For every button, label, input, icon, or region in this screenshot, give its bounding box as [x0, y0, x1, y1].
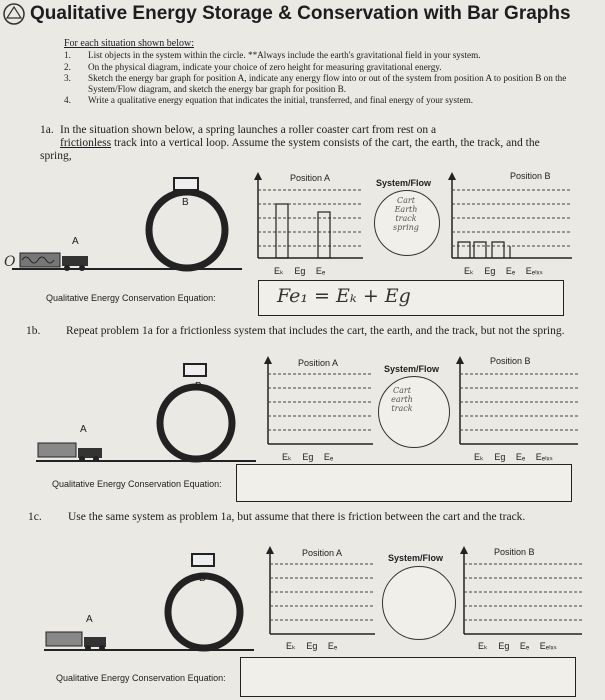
equation-box-1a[interactable] — [258, 280, 564, 316]
bar-graph-position-b-1b — [460, 356, 585, 448]
point-a-label: A — [86, 614, 93, 625]
instructions-heading: For each situation shown below: — [64, 38, 194, 49]
point-b-label: B — [199, 573, 206, 584]
zero-height-marker: O — [4, 254, 16, 270]
axis-labels-b-1c: Eₖ Eɡ Eₑ Eₑₗₓₛ — [478, 641, 557, 651]
point-a-label: A — [80, 424, 87, 435]
system-contents-1b: Cart earth track — [391, 386, 413, 413]
point-b-label: B — [182, 197, 189, 208]
equation-label-1c: Qualitative Energy Conservation Equation: — [56, 673, 226, 683]
point-b-label: B — [195, 381, 202, 392]
axis-labels-a-1a: Eₖ Eɡ Eₑ — [274, 266, 326, 276]
point-a-label: A — [72, 236, 79, 247]
equation-box-1b[interactable] — [236, 464, 572, 502]
axis-labels-a-1c: Eₖ Eɡ Eₑ — [286, 641, 338, 651]
position-a-label: Position A — [298, 358, 339, 368]
instruction-item: 1. List objects in the system within the circle. **Always include the earth's gravitational field in your system. — [64, 50, 481, 60]
axis-labels-b-1b: Eₖ Eɡ Eₑ Eₑₗₓₛ — [474, 452, 553, 462]
problem-1b-text: 1b. Repeat problem 1a for a frictionless system that includes the cart, the earth, and the track, but not the spring. — [26, 325, 565, 337]
bar-graph-position-a-1b — [268, 356, 378, 448]
position-a-label: Position A — [302, 548, 343, 558]
bar-graph-position-a-1c — [270, 546, 380, 638]
logo-icon — [2, 2, 26, 26]
system-flow-label: System/Flow — [384, 364, 440, 374]
bar-graph-position-a-1a — [258, 172, 368, 262]
equation-handwritten-1a: Fe₁ = Eₖ + Eg — [277, 285, 411, 307]
position-b-label: Position B — [490, 356, 531, 366]
problem-1a-text: 1a. In the situation shown below, a spring launches a roller coaster cart from rest on a frictionless track into a vertical loop. Assume the system consists of the cart, the earth, the track, and the spring, — [40, 124, 540, 162]
position-b-label: Position B — [494, 547, 535, 557]
instructions-list — [64, 50, 584, 107]
instruction-item: 3. Sketch the energy bar graph for position A, indicate any energy flow into or out of the system from position A to position B on the System/Flow diagram, and sketch the energy bar graph for position B. — [64, 73, 567, 94]
equation-label-1a: Qualitative Energy Conservation Equation: — [46, 293, 216, 303]
roller-coaster-diagram-1b — [36, 360, 276, 470]
roller-coaster-diagram-1c — [44, 550, 284, 660]
bar-graph-position-b-1a — [452, 172, 577, 262]
bar-graph-position-b-1c — [464, 546, 589, 638]
problem-1c-text: 1c. Use the same system as problem 1a, but assume that there is friction between the cart and the track. — [28, 511, 526, 523]
position-b-label: Position B — [510, 171, 551, 181]
instruction-item: 4. Write a qualitative energy equation that indicates the initial, transferred, and final energy of your system. — [64, 95, 474, 105]
instruction-item: 2. On the physical diagram, indicate your choice of zero height for measuring gravitational energy. — [64, 61, 442, 72]
axis-labels-a-1b: Eₖ Eɡ Eₑ — [282, 452, 334, 462]
axis-labels-b-1a: Eₖ Eɡ Eₑ Eₑₗₓₛ — [464, 266, 543, 276]
system-circle-1c — [382, 566, 456, 640]
system-contents-1a: Cart Earth track spring — [393, 196, 419, 232]
position-a-label: Position A — [290, 173, 331, 183]
system-flow-label: System/Flow — [376, 178, 432, 188]
equation-box-1c[interactable] — [240, 657, 576, 697]
equation-label-1b: Qualitative Energy Conservation Equation: — [52, 479, 222, 489]
roller-coaster-diagram-1a — [12, 170, 272, 290]
page-title: Qualitative Energy Storage & Conservation with Bar Graphs — [30, 3, 571, 24]
system-flow-label: System/Flow — [388, 553, 444, 563]
